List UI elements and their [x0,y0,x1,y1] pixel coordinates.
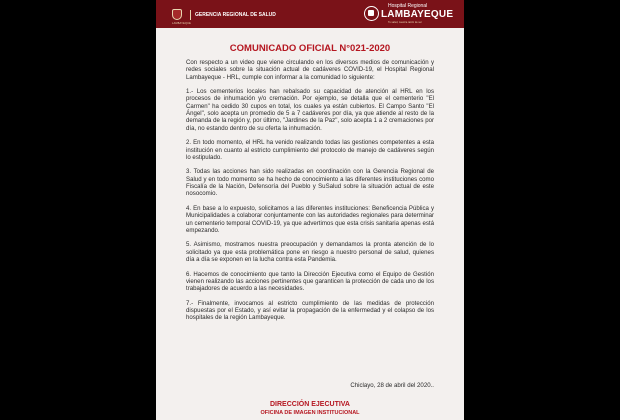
regional-health-title: GERENCIA REGIONAL DE SALUD [195,11,276,18]
paragraph-7: 7.- Finalmente, invocamos al estricto cumplimiento de las medidas de protección dispuestas por el Estado, y así evitar la propagación de la enfermedad y el colapso de los hospitales de la región Lambayeque. [186,299,434,322]
paragraph-5: 5. Asimismo, mostramos nuestra preocupación y demandamos la pronta atención de lo solicitado ya que esta problemática pone en riesgo a nuestro personal de salud, quienes día a día se exponen en la lucha contra esta Pandemia. [186,241,434,264]
municipality-name: LAMBAYEQUE [172,22,192,25]
paragraph-intro: Con respecto a un video que viene circulando en los diversos medios de comunicación y redes sociales sobre la situación actual de cadáveres COVID-19, el Hospital Regional Lambayeque - HRL, cumple con informar a la comunidad lo siguiente: [186,59,434,81]
header-divider [190,10,191,20]
document-title: COMUNICADO OFICIAL N°021-2020 [229,43,391,54]
header-banner [156,0,464,28]
paragraph-6: 6. Hacemos de conocimiento que tanto la Dirección Ejecutiva como el Equipo de Gestión vienen realizando las acciones pertinentes que garanticen la protección de cada uno de los trabajadores de acuerdo a las necesidades. [186,270,434,293]
hospital-tagline: Tu salud, nuestra razón de ser [388,21,422,24]
hospital-emblem-icon [364,6,379,21]
paragraph-1: 1.- Los cementerios locales han rebalsado su capacidad de atención al HRL en los procesos de inhumación y/o cremación. Por ejemplo, se detalla que el cementerio "El Carmen" ha cedido 30 cupos en total, los cuales ya están cubiertos. El Campo Santo "El Ángel", solo acepta un promedio de 5 a 7 cadáveres por día, ya que atiende al resto de la demanda de la región y, por último, "Jardines de la Paz", solo acepta 1 a 2 cremaciones por día, no estando dentro de su oferta la inhumación. [186,88,434,132]
coat-of-arms-icon [172,9,182,20]
paragraph-3: 3. Todas las acciones han sido realizadas en coordinación con la Gerencia Regional de Salud y en todo momento se ha hecho de conocimiento a las diferentes instituciones como Fiscalía de la Nación, Defensoría del Pueblo y SuSalud sobre la situación actual de este nosocomio. [186,168,434,198]
paragraph-2: 2. En todo momento, el HRL ha venido realizando todas las gestiones competentes a esta institución en cuanto al estricto cumplimiento del protocolo de manejo de cadáveres según lo estipulado. [186,139,434,161]
document-body [186,59,434,329]
signature-executive: DIRECCIÓN EJECUTIVA [270,401,350,408]
document-page [156,0,464,420]
hospital-name-big: LAMBAYEQUE [381,9,454,20]
regional-government-brand [172,9,276,25]
document-date: Chiclayo, 28 de abril del 2020.. [350,382,434,389]
hospital-logo [364,2,458,26]
hospital-name-small: Hospital Regional [388,3,428,9]
signature-office: OFICINA DE IMAGEN INSTITUCIONAL [260,410,360,416]
paragraph-4: 4. En base a lo expuesto, solicitamos a las diferentes instituciones: Beneficencia Pública y Municipalidades a colaborar conjuntamente con las autoridades regionales para determinar un cementerio temporal COVID-19, ya que advertimos que esta crisis sanitaria apenas está empezando. [186,204,434,234]
